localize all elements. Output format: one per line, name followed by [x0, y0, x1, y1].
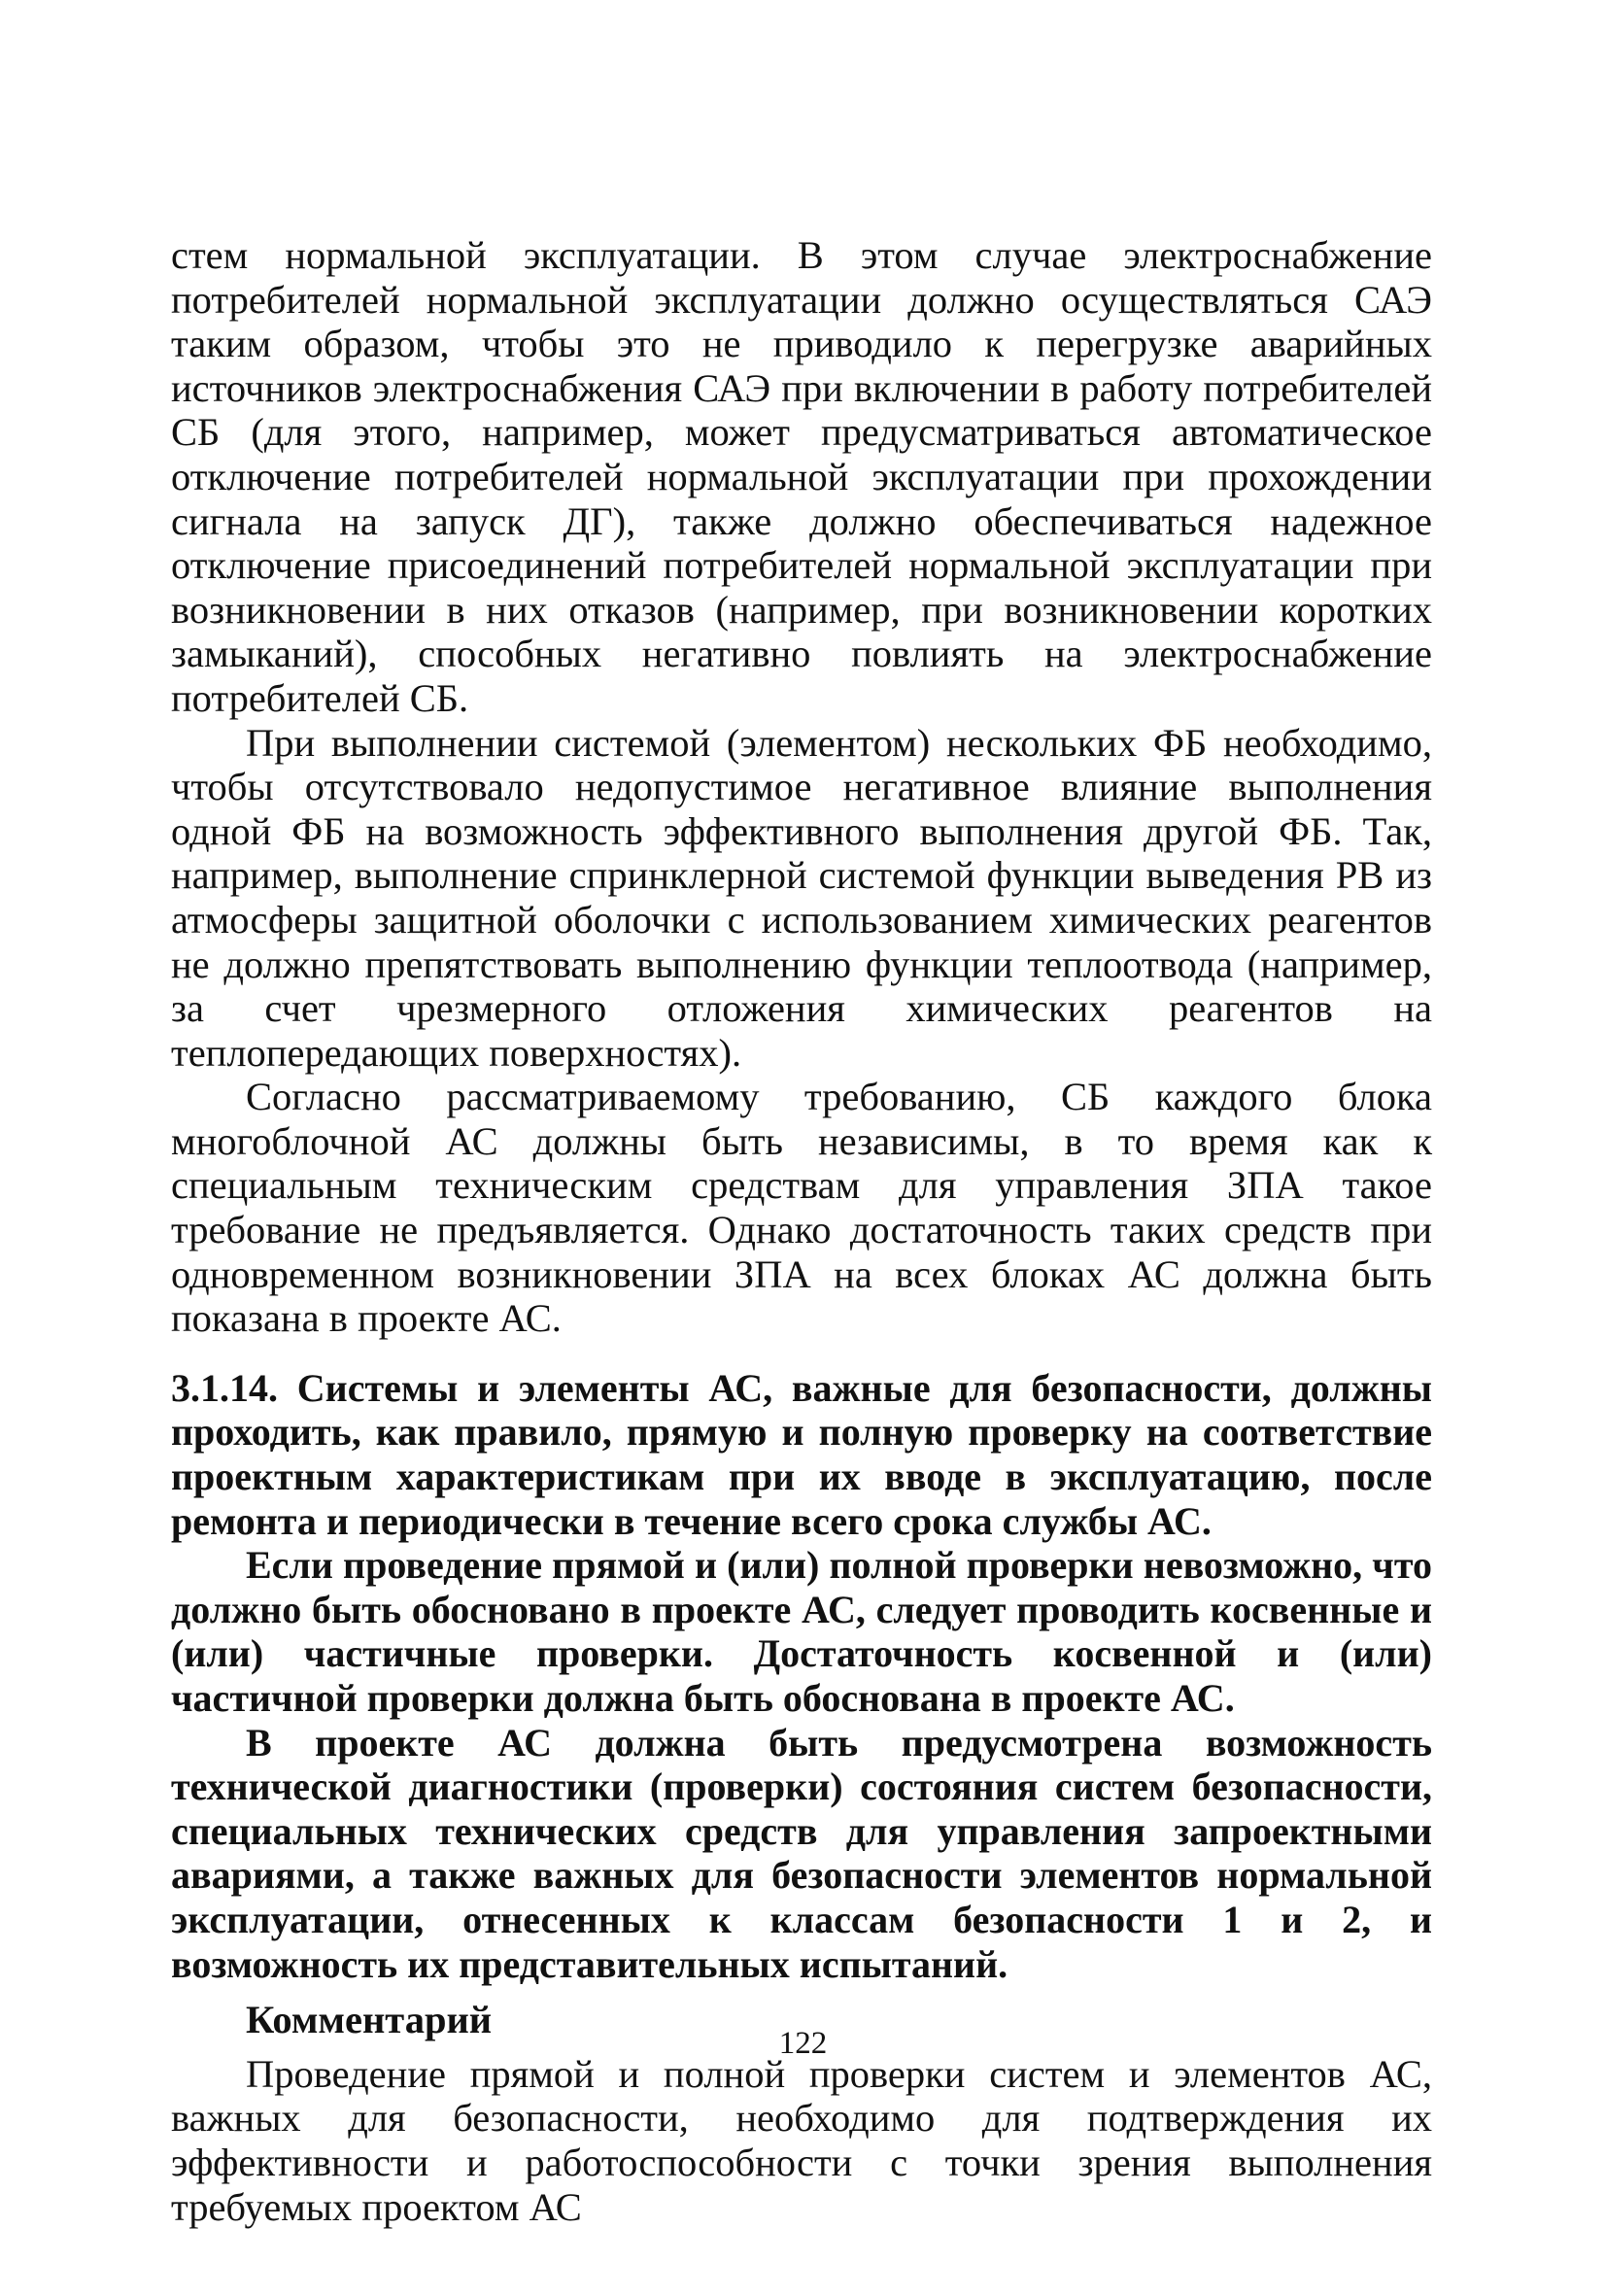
- paragraph-multiple-safety-functions: При выполнении системой (элементом) нескольких ФБ необходимо, чтобы отсутствовало недопустимое негативное влияние выполнения одной ФБ на возможность эффективного выполнения другой ФБ. Так, например, выполнение спринклерной системой функции выведения РВ из атмосферы защитной оболочки с использованием химических реагентов не должно препятствовать выполнению функции теплоотвода (например, за счет чрезмерного отложения химических реагентов на теплопередающих поверхностях).: [171, 720, 1432, 1075]
- comment-heading: Комментарий: [246, 1998, 493, 2042]
- clause-3-1-14-indirect-checks: Если проведение прямой и (или) полной проверки невозможно, что должно быть обосновано в проекте АС, следует проводить косвенные и (или) частичные проверки. Достаточность косвенной и (или) частичной проверки должна быть обоснована в проекте АС.: [171, 1543, 1432, 1720]
- clause-3-1-14-diagnostics: В проекте АС должна быть предусмотрена возможность технической диагностики (проверки) состояния систем безопасности, специальных технических средств для управления запроектными авариями, а также важных для безопасности элементов нормальной эксплуатации, отнесенных к классам безопасности 1 и 2, и возможность их представительных испытаний.: [171, 1720, 1432, 1986]
- paragraph-comment-text: Проведение прямой и полной проверки систем и элементов АС, важных для безопасности, необходимо для подтверждения их эффективности и работоспособности с точки зрения выполнения требуемых проектом АС: [171, 2051, 1432, 2229]
- document-body: [171, 233, 1432, 2229]
- page-number: 122: [778, 2026, 828, 2061]
- paragraph-multi-unit-independence: Согласно рассматриваемому требованию, СБ каждого блока многоблочной АС должны быть независимы, в то время как к специальным техническим средствам для управления ЗПА такое требование не предъявляется. Однако достаточность таких средств при одновременном возникновении ЗПА на всех блоках АС должна быть показана в проекте АС.: [171, 1075, 1432, 1341]
- paragraph-power-supply: стем нормальной эксплуатации. В этом случае электроснабжение потребителей нормальной эксплуатации должно осуществляться САЭ таким образом, чтобы это не приводило к перегрузке аварийных источников электроснабжения САЭ при включении в работу потребителей СБ (для этого, например, может предусматриваться автоматическое отключение потребителей нормальной эксплуатации при прохождении сигнала на запуск ДГ), также должно обеспечиваться надежное отключение присоединений потребителей нормальной эксплуатации при возникновении в них отказов (например, при возникновении коротких замыканий), способных негативно повлиять на электроснабжение потребителей СБ.: [171, 233, 1432, 720]
- clause-3-1-14: 3.1.14. Системы и элементы АС, важные для безопасности, должны проходить, как правило, прямую и полную проверку на соответствие проектным характеристикам при их вводе в эксплуатацию, после ремонта и периодически в течение всего срока службы АС.: [171, 1365, 1432, 1543]
